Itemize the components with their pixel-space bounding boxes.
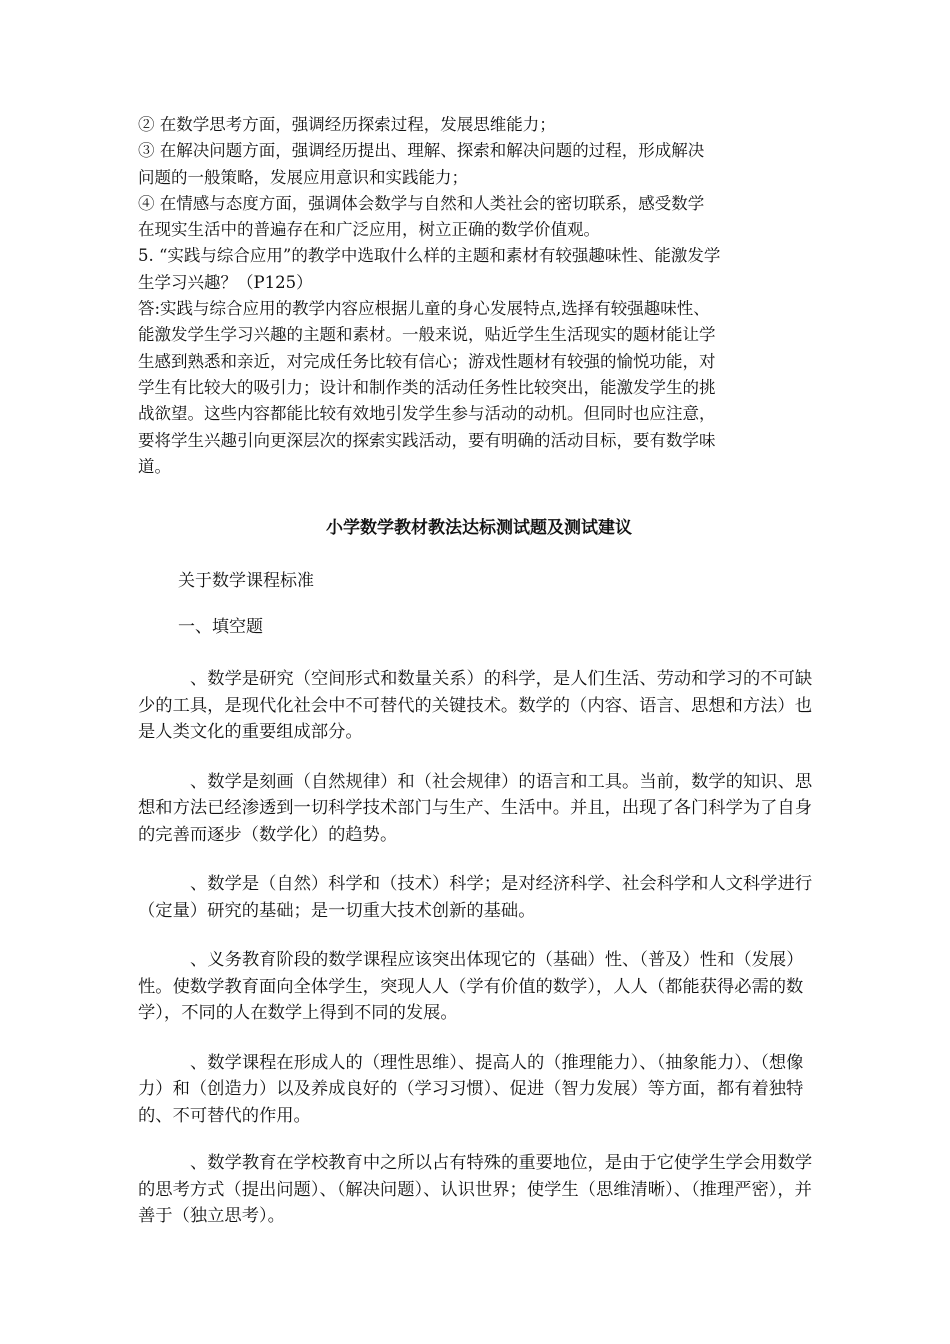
answer-line: 战欲望。这些内容都能比较有效地引发学生参与活动的动机。但同时也应注意， [138,404,716,424]
paragraph: 、数学教育在学校教育中之所以占有特殊的重要地位，是由于它使学生学会用数学的思考方式（提出问题）、（解决问题）、认识世界；使学生（思维清晰）、（推理严密），并善于（独立思考）。 [138,1153,813,1227]
paragraph: 、数学是研究（空间形式和数量关系）的科学，是人们生活、劳动和学习的不可缺少的工具，是现代化社会中不可替代的关键技术。数学的（内容、语言、思想和方法）也是人类文化的重要组成部分。 [138,669,813,743]
document-page [138,112,820,1230]
text-line: ③ 在解决问题方面，强调经历提出、理解、探索和解决问题的过程，形成解决 [138,141,705,161]
question-line: 5. “实践与综合应用”的教学中选取什么样的主题和素材有较强趣味性、能激发学 [138,246,721,266]
paragraph: 、数学是刻画（自然规律）和（社会规律）的语言和工具。当前，数学的知识、思想和方法已经渗透到一切科学技术部门与生产、生活中。并且，出现了各门科学为了自身的完善而逐步（数学化）的趋势。 [138,771,813,845]
answer-line: 答:实践与综合应用的教学内容应根据儿童的身心发展特点,选择有较强趣味性、 [138,299,710,319]
answer-line: 能激发学生学习兴趣的主题和素材。一般来说，贴近学生生活现实的题材能让学 [138,325,716,345]
subheading: 关于数学课程标准 [178,571,314,592]
question-line: 生学习兴趣？（P125） [138,272,313,292]
previous-answer-block [138,112,820,480]
text-line: 问题的一般策略，发展应用意识和实践能力； [138,167,468,187]
section-title: 小学数学教材教法达标测试题及测试建议 [326,518,632,539]
subheading-fill-blank: 一、填空题 [178,617,263,638]
answer-line: 学生有比较大的吸引力；设计和制作类的活动任务性比较突出，能激发学生的挑 [138,377,716,397]
paragraph: 、数学是（自然）科学和（技术）科学；是对经济科学、社会科学和人文科学进行（定量）研究的基础；是一切重大技术创新的基础。 [138,874,813,921]
paragraph: 、数学课程在形成人的（理性思维）、提高人的（推理能力）、（抽象能力）、（想像力）和（创造力）以及养成良好的（学习习惯）、促进（智力发展）等方面，都有着独特的、不可替代的作用。 [138,1052,804,1126]
answer-line: 要将学生兴趣引向更深层次的探索实践活动，要有明确的活动目标，要有数学味 [138,430,716,450]
paragraph: 、义务教育阶段的数学课程应该突出体现它的（基础）性、（普及）性和（发展）性。使数学教育面向全体学生，突现人人（学有价值的数学），人人（都能获得必需的数学），不同的人在数学上得到不同的发展。 [138,950,804,1024]
text-line: ④ 在情感与态度方面，强调体会数学与自然和人类社会的密切联系，感受数学 [138,193,705,213]
text-line: 在现实生活中的普遍存在和广泛应用，树立正确的数学价值观。 [138,220,600,240]
answer-line: 生感到熟悉和亲近，对完成任务比较有信心；游戏性题材有较强的愉悦功能，对 [138,351,716,371]
text-line: ② 在数学思考方面，强调经历探索过程，发展思维能力； [138,115,556,134]
answer-line: 道。 [138,456,171,476]
